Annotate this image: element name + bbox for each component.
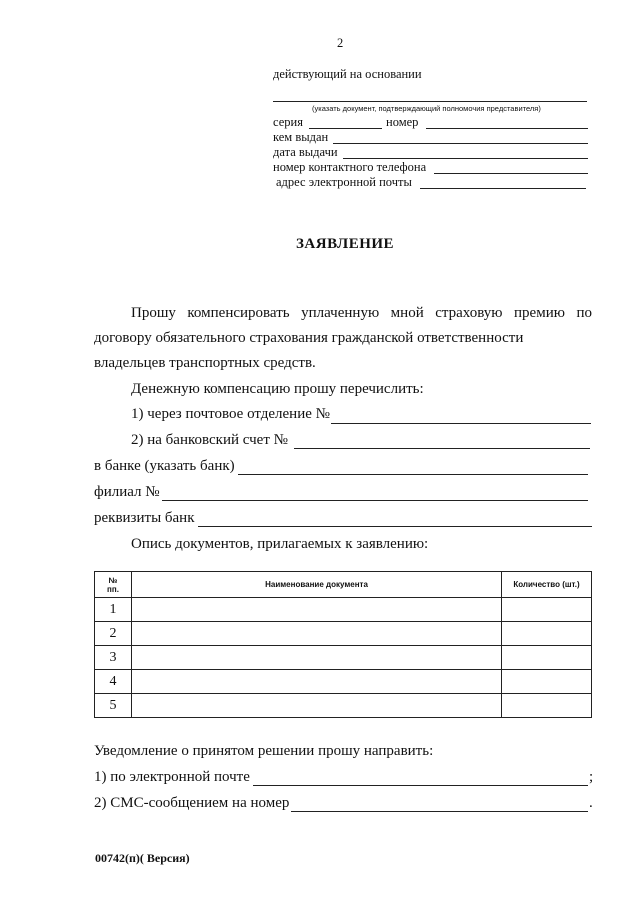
paragraph-line-3: владельцев транспортных средств. [94, 355, 316, 371]
row-number: 5 [95, 694, 132, 718]
quantity-cell[interactable] [502, 694, 592, 718]
issue-date-label: дата выдачи [273, 145, 338, 159]
issue-date-field[interactable] [343, 158, 588, 159]
document-name-cell[interactable] [132, 694, 502, 718]
basis-document-hint: (указать документ, подтверждающий полномочия представителя) [312, 104, 541, 113]
document-name-cell[interactable] [132, 622, 502, 646]
table-row [95, 694, 592, 718]
issued-by-label: кем выдан [273, 130, 329, 144]
notify-sms-label: 2) СМС-сообщением на номер [94, 795, 290, 811]
postal-office-field[interactable] [331, 423, 591, 424]
col-number-header [95, 572, 132, 598]
quantity-cell[interactable] [502, 622, 592, 646]
series-field[interactable] [309, 128, 382, 129]
email-label: адрес электронной почты [276, 175, 412, 189]
bank-account-option-label: 2) на банковский счет № [131, 432, 288, 448]
quantity-cell[interactable] [502, 598, 592, 622]
paragraph-line-2: договору обязательного страхования гражданской ответственности [94, 330, 524, 346]
documents-table [94, 571, 592, 718]
table-row [95, 670, 592, 694]
notify-email-end: ; [589, 769, 594, 785]
basis-document-field[interactable] [273, 101, 587, 102]
col-qty-header: Количество (шт.) [502, 572, 592, 598]
table-header-row [95, 572, 592, 598]
postal-option-label: 1) через почтовое отделение № [131, 406, 330, 422]
number-field[interactable] [426, 128, 588, 129]
series-label: серия [273, 115, 303, 129]
inventory-intro: Опись документов, прилагаемых к заявлению: [131, 536, 429, 552]
issued-by-field[interactable] [333, 143, 588, 144]
document-title: ЗАЯВЛЕНИЕ [296, 236, 395, 252]
transfer-intro: Денежную компенсацию прошу перечислить: [131, 381, 424, 397]
document-name-cell[interactable] [132, 670, 502, 694]
table-row [95, 646, 592, 670]
email-field[interactable] [420, 188, 586, 189]
document-name-cell[interactable] [132, 646, 502, 670]
row-number: 2 [95, 622, 132, 646]
form-code: 00742(п)( Версия) [95, 851, 190, 865]
phone-field[interactable] [434, 173, 588, 174]
requisites-field[interactable] [198, 526, 592, 527]
bank-label: в банке (указать банк) [94, 458, 235, 474]
row-number: 1 [95, 598, 132, 622]
branch-field[interactable] [162, 500, 588, 501]
document-name-cell[interactable] [132, 598, 502, 622]
requisites-label: реквизиты банк [94, 510, 195, 526]
quantity-cell[interactable] [502, 646, 592, 670]
row-number: 3 [95, 646, 132, 670]
col-number-abbr: пп. [107, 584, 119, 594]
table-row [95, 598, 592, 622]
col-name-header: Наименование документа [132, 572, 502, 598]
notify-email-field[interactable] [253, 785, 588, 786]
acting-basis-label: действующий на основании [273, 67, 422, 81]
number-label: номер [386, 115, 419, 129]
notify-email-label: 1) по электронной почте [94, 769, 250, 785]
branch-label: филиал № [94, 484, 160, 500]
page-number: 2 [337, 36, 344, 50]
row-number: 4 [95, 670, 132, 694]
notify-sms-end: . [589, 795, 593, 811]
paragraph-line-1: Прошу компенсировать уплаченную мной страховую премию по [131, 305, 592, 321]
table-row [95, 622, 592, 646]
quantity-cell[interactable] [502, 670, 592, 694]
bank-account-field[interactable] [294, 448, 590, 449]
form-code-footer [95, 851, 190, 866]
bank-field[interactable] [238, 474, 588, 475]
phone-label: номер контактного телефона [273, 160, 427, 174]
col-number-symbol: № [108, 575, 118, 585]
notification-intro: Уведомление о принятом решении прошу направить: [94, 743, 434, 759]
notify-sms-field[interactable] [291, 811, 588, 812]
